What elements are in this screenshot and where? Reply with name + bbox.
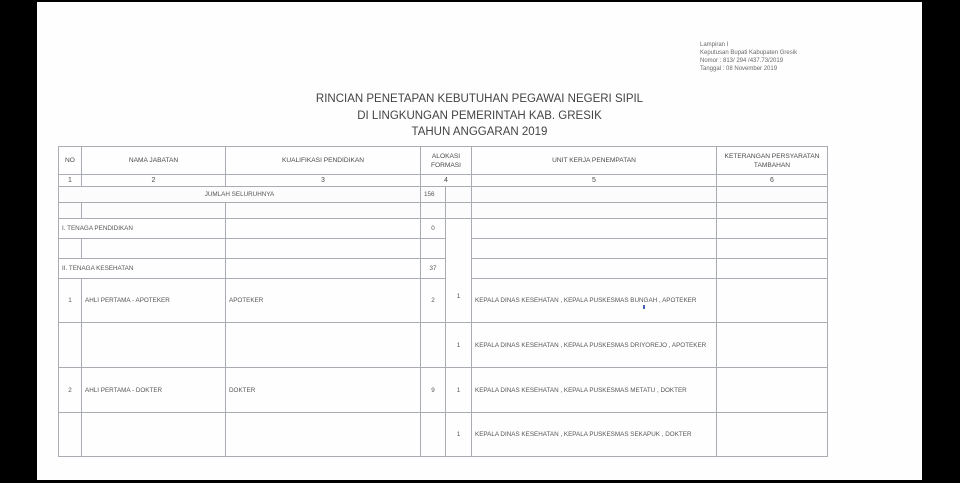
empty-cell [226,203,421,219]
empty-cell [717,259,828,279]
total-row [59,187,828,203]
document-title [37,91,922,141]
header-kualifikasi: KUALIFIKASI PENDIDIKAN [226,147,421,175]
row-keterangan [717,279,828,323]
empty-cell [717,219,828,239]
attachment-reference [700,41,797,73]
column-number: 3 [226,175,421,187]
row-kualifikasi: APOTEKER [226,279,421,323]
row-no: 1 [59,279,82,323]
empty-cell [59,203,82,219]
spacer-row [59,203,828,219]
title-line-2: DI LINGKUNGAN PEMERINTAH KAB. GRESIK [357,109,602,122]
column-number: 4 [421,175,472,187]
row-keterangan [717,323,828,368]
header-nama-jabatan: NAMA JABATAN [82,147,226,175]
empty-cell [226,259,421,279]
column-number-row [59,175,828,187]
row-unit-kerja: KEPALA DINAS KESEHATAN , KEPALA PUSKESMAS DRIYOREJO , APOTEKER [472,323,717,368]
pen-stroke-mark [715,223,717,231]
header-keterangan: KETERANGAN PERSYARATAN TAMBAHAN [717,147,828,175]
document-page [37,2,922,480]
placement-count: 1 [446,323,472,368]
header-row [59,147,828,175]
empty-cell [421,413,446,457]
formation-table [58,146,828,457]
pen-dot-mark [643,305,645,309]
empty-cell [717,187,828,203]
section-label: I. TENAGA PENDIDIKAN [59,219,226,239]
decree-date: Tanggal : 08 November 2019 [700,66,778,72]
empty-cell [446,203,472,219]
header-no: NO [59,147,82,175]
column-number: 1 [59,175,82,187]
table-row-dokter-placement-2 [59,413,828,457]
row-unit-kerja: KEPALA DINAS KESEHATAN , KEPALA PUSKESMAS SEKAPUK , DOKTER [472,413,717,457]
title-line-1: RINCIAN PENETAPAN KEBUTUHAN PEGAWAI NEGERI SIPIL [315,93,644,105]
empty-cell [59,413,82,457]
column-number: 2 [82,175,226,187]
empty-cell [421,323,446,368]
decree-number: Nomor : 813/ 294 /437.73/2019 [700,58,784,64]
section-value: 0 [421,219,446,239]
decree-title: Keputusan Bupati Kabupaten Gresik [700,50,798,56]
empty-cell [226,239,421,259]
header-unit-kerja: UNIT KERJA PENEMPATAN [472,147,717,175]
alokasi-count: 1 [446,219,472,323]
empty-cell [59,323,82,368]
empty-cell [472,219,717,239]
placement-count: 1 [446,413,472,457]
column-number: 5 [472,175,717,187]
attachment-label: Lampiran I [700,42,729,48]
section-row-kesehatan [59,259,828,279]
row-keterangan [717,368,828,413]
table-row-dokter [59,368,828,413]
row-keterangan [717,413,828,457]
section-row-pendidikan [59,219,828,239]
row-alokasi-total: 2 [421,279,446,323]
empty-cell [226,323,421,368]
empty-cell [82,413,226,457]
row-unit-kerja: KEPALA DINAS KESEHATAN , KEPALA PUSKESMAS METATU , DOKTER [472,368,717,413]
row-nama-jabatan: AHLI PERTAMA - DOKTER [82,368,226,413]
empty-cell [472,239,717,259]
row-unit-kerja: KEPALA DINAS KESEHATAN , KEPALA PUSKESMAS BUNGAH , APOTEKER [472,279,717,323]
empty-cell [226,219,421,239]
placement-count: 1 [446,368,472,413]
empty-cell [82,323,226,368]
empty-cell [472,259,717,279]
section-value: 37 [421,259,446,279]
empty-cell [717,203,828,219]
empty-cell [421,239,446,259]
empty-cell [472,203,717,219]
empty-cell [82,239,226,259]
empty-cell [226,413,421,457]
empty-cell [82,203,226,219]
row-alokasi-total: 9 [421,368,446,413]
table-row-apoteker-placement-2 [59,323,828,368]
spacer-row [59,239,828,259]
column-number: 6 [717,175,828,187]
row-no: 2 [59,368,82,413]
empty-cell [717,239,828,259]
empty-cell [472,187,717,203]
empty-cell [446,187,472,203]
section-label: II. TENAGA KESEHATAN [59,259,226,279]
header-alokasi: ALOKASI FORMASI [421,147,472,175]
title-line-3: TAHUN ANGGARAN 2019 [411,126,548,138]
row-kualifikasi: DOKTER [226,368,421,413]
total-label: JUMLAH SELURUHNYA [59,187,421,203]
total-value: 156 [421,187,446,203]
empty-cell [59,239,82,259]
empty-cell [421,203,446,219]
row-nama-jabatan: AHLI PERTAMA - APOTEKER [82,279,226,323]
table-row-apoteker [59,279,828,323]
